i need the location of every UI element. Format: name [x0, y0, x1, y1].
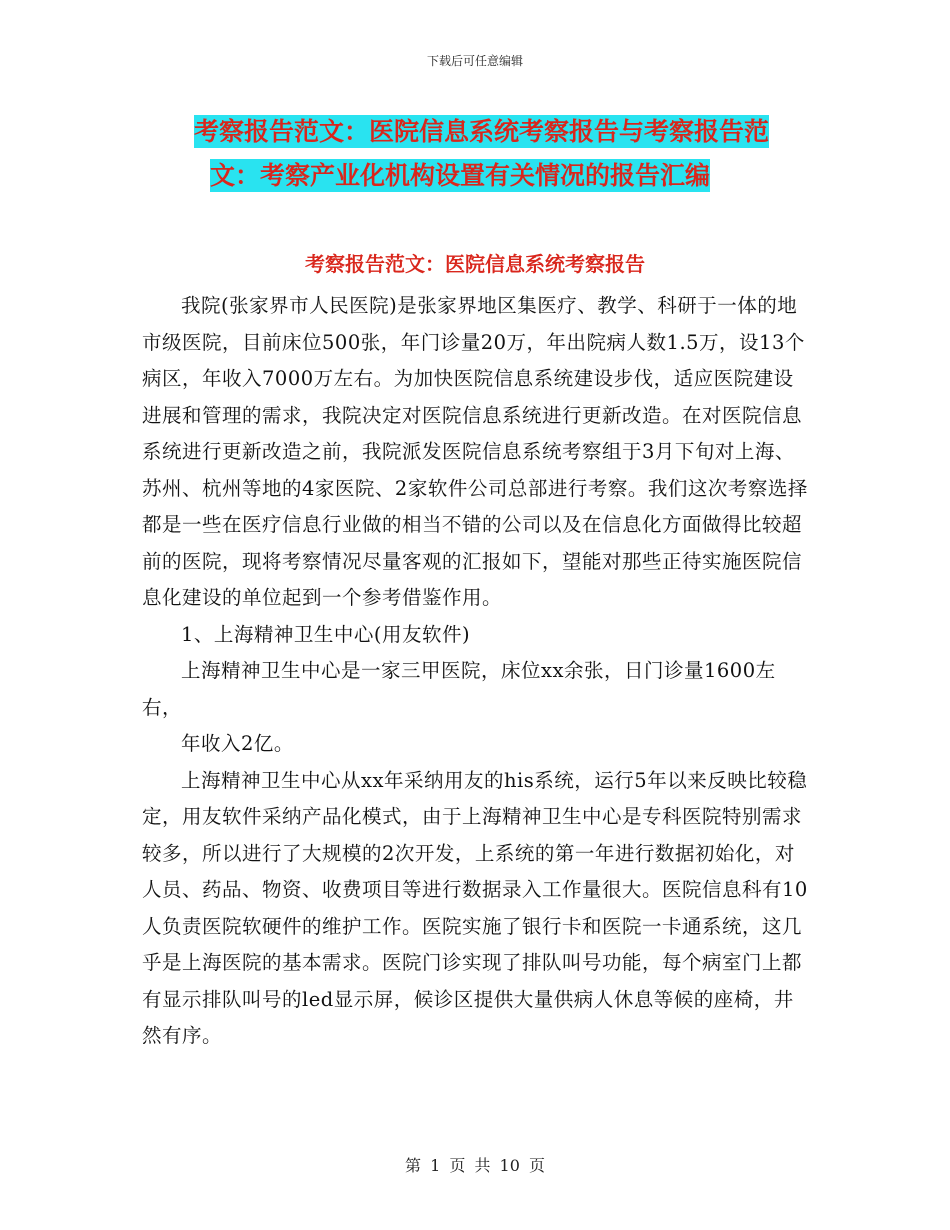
paragraph-his-system: 上海精神卫生中心从xx年采纳用友的his系统，运行5年以来反映比较稳定，用友软件采纳产品化模式，由于上海精神卫生中心是专科医院特别需求较多，所以进行了大规模的2次开发，上系统的第一年进行数据初始化，对人员、药品、物资、收费项目等进行数据录入工作量很大。医院信息科有10人负责医院软硬件的维护工作。医院实施了银行卡和医院一卡通系统，这几乎是上海医院的基本需求。医院门诊实现了排队叫号功能，每个病室门上都有显示排队叫号的led显示屏，候诊区提供大量供病人休息等候的座椅，井然有序。: [142, 768, 808, 1047]
document-title-line-2: [140, 154, 820, 198]
paragraph-item-heading: 1、上海精神卫生中心(用友软件): [181, 622, 471, 646]
paragraph-intro: 我院(张家界市人民医院)是张家界地区集医疗、教学、科研于一体的地市级医院，目前床位500张，年门诊量20万，年出院病人数1.5万，设13个病区，年收入7000万左右。为加快医院信息系统建设步伐，适应医院建设进展和管理的需求，我院决定对医院信息系统进行更新改造。在对医院信息系统进行更新改造之前，我院派发医院信息系统考察组于3月下旬对上海、苏州、杭州等地的4家医院、2家软件公司总部进行考察。我们这次考察选择都是一些在医疗信息行业做的相当不错的公司以及在信息化方面做得比较超前的医院，现将考察情况尽量客观的汇报如下，望能对那些正待实施医院信息化建设的单位起到一个参考借鉴作用。: [142, 294, 808, 609]
paragraph-annual-income: 年收入2亿。: [181, 732, 294, 755]
document-body: [142, 288, 810, 1055]
section-title: 考察报告范文：医院信息系统考察报告: [305, 252, 645, 276]
document-title-line-1: [140, 110, 820, 154]
paragraph-hospital-info: 上海精神卫生中心是一家三甲医院，床位xx余张，日门诊量1600左右，: [142, 659, 776, 719]
title-highlight-2: 文：考察产业化机构设置有关情况的报告汇编: [210, 161, 711, 190]
document-title: [140, 110, 820, 198]
title-highlight-1: 考察报告范文：医院信息系统考察报告与考察报告范: [194, 117, 770, 146]
header-note: 下载后可任意编辑: [426, 54, 523, 68]
page-footer: 第 1 页 共 10 页: [405, 1156, 545, 1175]
